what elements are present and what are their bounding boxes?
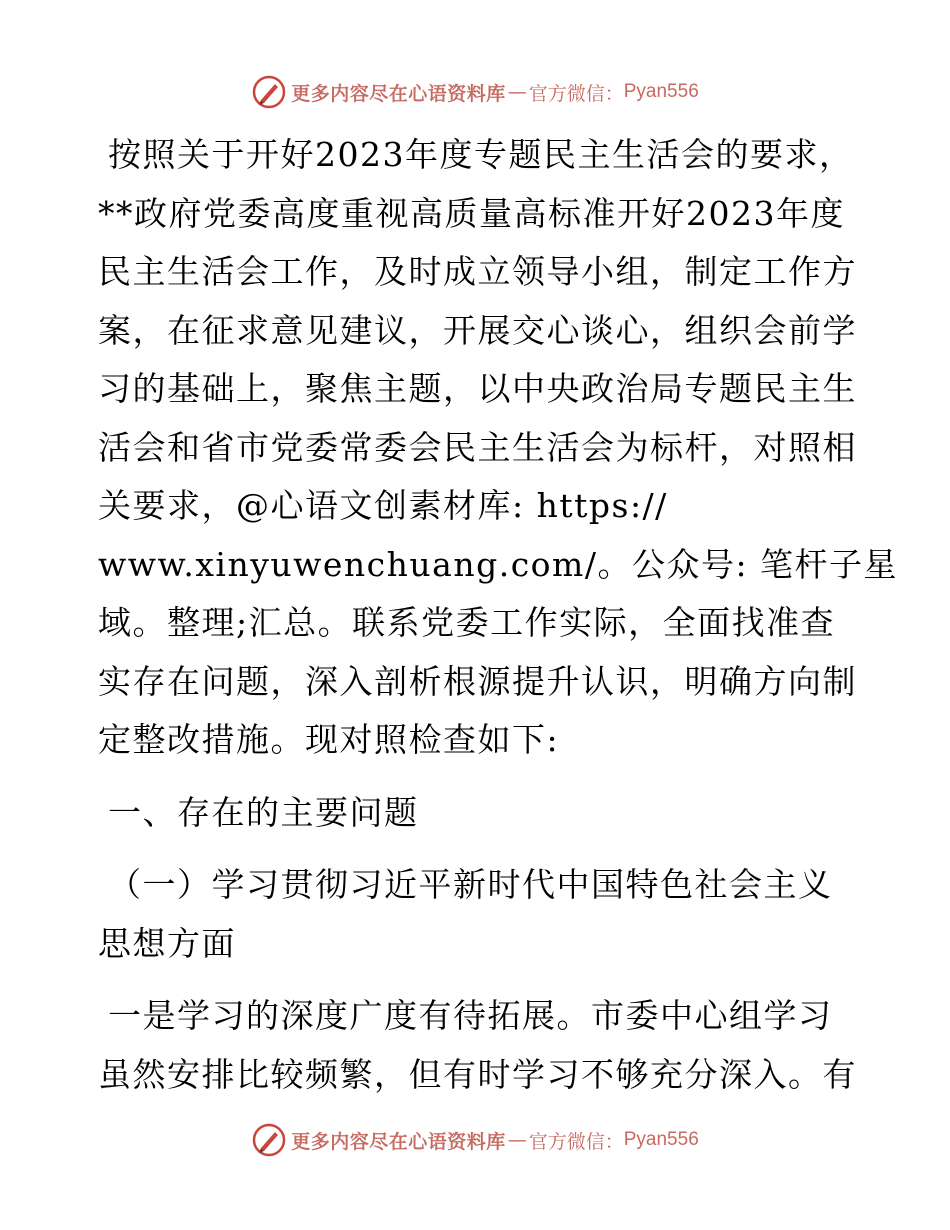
text-line: 实存在问题，深入剖析根源提升认识，明确方向制 — [98, 661, 857, 701]
text-line: www.xinyuwenchuang.com/。公众号: 笔杆子星 — [98, 544, 899, 584]
heading-text: （一）学习贯彻习近平新时代中国特色社会主义 — [108, 865, 833, 904]
section-heading-2 — [98, 856, 850, 973]
text-line: 定整改措施。现对照检查如下: — [98, 720, 560, 759]
heading-text: 一、存在的主要问题 — [108, 792, 419, 832]
pen-logo-icon — [251, 1122, 287, 1158]
section-heading-1 — [98, 784, 850, 843]
text-line: 习的基础上，聚焦主题，以中央政治局专题民主生 — [98, 369, 857, 408]
footer-banner — [0, 1120, 950, 1160]
text-line: 虽然安排比较频繁，但有时学习不够充分深入。有 — [98, 1054, 857, 1094]
text-line: 一是学习的深度广度有待拓展。市委中心组学习 — [108, 996, 833, 1035]
intro-paragraph — [98, 126, 899, 770]
banner-wechat-id: Pyan556 — [623, 81, 699, 102]
banner-wechat-id: Pyan556 — [623, 1129, 699, 1150]
text-line: 民主生活会工作，及时成立领导小组，制定工作方 — [98, 252, 857, 291]
heading-text: 思想方面 — [98, 923, 236, 963]
banner-wechat-label: 官方微信： — [528, 1130, 624, 1153]
banner-main-text: 更多内容尽在心语资料库 — [291, 1130, 506, 1153]
text-line: 按照关于开好2023年度专题民主生活会的要求， — [108, 135, 854, 174]
banner-dash: — — [507, 1129, 527, 1151]
text-line: 活会和省市党委常委会民主生活会为标杆，对照相 — [98, 427, 857, 467]
point-paragraph — [98, 987, 857, 1104]
pen-logo-icon — [251, 74, 287, 110]
text-line: **政府党委高度重视高质量高标准开好2023年度 — [98, 193, 845, 233]
text-line: 案，在征求意见建议，开展交心谈心，组织会前学 — [98, 310, 857, 350]
header-banner — [0, 72, 950, 112]
banner-main-text: 更多内容尽在心语资料库 — [291, 82, 506, 105]
banner-dash: — — [507, 81, 527, 103]
text-line: 域。整理;汇总。联系党委工作实际，全面找准查 — [98, 603, 836, 642]
document-body — [98, 126, 899, 1104]
text-line: 关要求，@心语文创素材库: https:// — [98, 486, 668, 525]
banner-wechat-label: 官方微信： — [528, 82, 624, 105]
